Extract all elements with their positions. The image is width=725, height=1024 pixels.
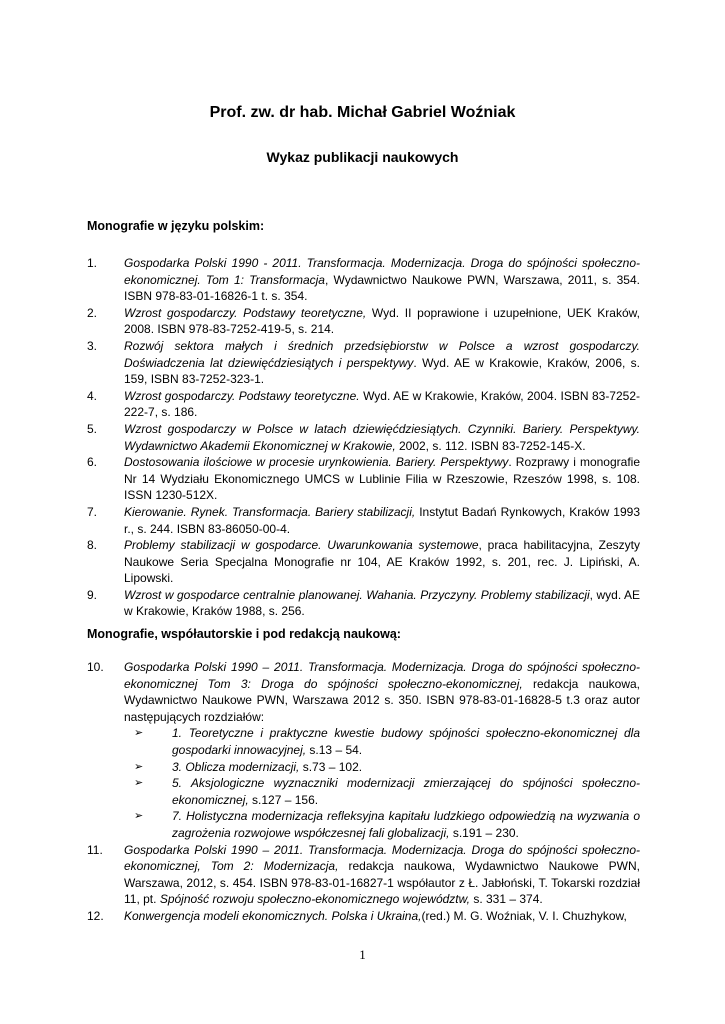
publication-entry-2: [87, 305, 640, 338]
publication-entry-12: [87, 908, 640, 925]
entry-number: 7.: [87, 504, 98, 519]
entry-details: . Rozprawy i monografie Nr 14 Wydziału Ekonomicznego UMCS w Lublinie Filia w Rzeszowie, Rzeszów 1998, s. 108. ISSN 1230-512X.: [124, 455, 641, 503]
publication-entry-11: [87, 842, 640, 908]
arrow-bullet-icon: ➢: [134, 810, 144, 823]
entry-title: Problemy stabilizacji w gospodarce. Uwarunkowania systemowe: [124, 538, 479, 553]
entry-number: 11.: [87, 842, 103, 857]
publication-entry-8: [87, 537, 640, 587]
publication-entry-10: [87, 659, 640, 842]
entry-title: Gospodarka Polski 1990 – 2011. Transformacja. Modernizacja. Droga do spójności społeczno-ekonomicznej, Tom 2: Modernizacja,: [124, 842, 640, 874]
entry-title: Konwergencja modeli ekonomicznych. Polska i Ukraina,: [124, 908, 422, 923]
chapter-title: Spójność rozwoju społeczno-ekonomicznego województw,: [159, 892, 470, 907]
entry-number: 4.: [87, 388, 98, 403]
chapter-pages: s.13 – 54.: [306, 742, 363, 757]
chapter-pages: s. 331 – 374.: [469, 892, 543, 907]
chapter-item: [124, 725, 640, 758]
entry-details: Wyd. AE w Krakowie, Kraków, 2004. ISBN 83-7252-222-7, s. 186.: [124, 388, 641, 420]
publication-entry-3: [87, 338, 640, 388]
entry-number: 6.: [87, 455, 98, 470]
page-number: 1: [359, 947, 366, 962]
entry-title: Gospodarka Polski 1990 – 2011. Transformacja. Modernizacja. Droga do spójności społeczno-ekonomicznej Tom 3: Droga do spójności społeczno-ekonomicznej,: [124, 660, 640, 691]
section-heading-coauthored: Monografie, współautorskie i pod redakcją naukową:: [87, 627, 401, 641]
arrow-bullet-icon: ➢: [134, 727, 144, 740]
entry-details: , wyd. AE w Krakowie, Kraków 1988, s. 256.: [124, 587, 640, 619]
publication-entry-6: [87, 454, 640, 504]
chapter-title: 1. Teoretyczne i praktyczne kwestie budowy spójności społeczno-ekonomicznej dla gospodarki innowacyjnej,: [172, 726, 640, 757]
entry-details: . Wyd. AE w Krakowie, Kraków, 2006, s. 159, ISBN 83-7252-323-1.: [124, 355, 640, 387]
entry-title: Rozwój sektora małych i średnich przedsiębiorstw w Polsce a wzrost gospodarczy. Doświadczenia lat dziewięćdziesiątych i perspektywy: [124, 338, 640, 370]
chapter-item: [124, 775, 640, 808]
entry-title: Wzrost gospodarczy. Podstawy teoretyczne.: [124, 388, 360, 403]
entry-title: Kierowanie. Rynek. Transformacja. Bariery stabilizacji,: [124, 504, 416, 519]
entry-details: Instytut Badań Rynkowych, Kraków 1993 r., s. 244. ISBN 83-86050-00-4.: [124, 504, 641, 536]
entry-title: Gospodarka Polski 1990 - 2011. Transformacja. Modernizacja. Droga do spójności społeczno-ekonomicznej. Tom 1: Transformacja: [124, 256, 640, 287]
publication-list-monographs: [87, 255, 640, 620]
publication-list-coauthored: [87, 659, 640, 925]
entry-number: 10.: [87, 660, 104, 674]
publication-entry-7: [87, 504, 640, 537]
entry-details: , Wydawnictwo Naukowe PWN, Warszawa, 2011, s. 354. ISBN 978-83-01-16826-1 t. s. 354.: [124, 272, 640, 304]
entry-details: 2002, s. 112. ISBN 83-7252-145-X.: [395, 438, 586, 453]
publication-entry-5: [87, 421, 640, 454]
entry-details: , praca habilitacyjna, Zeszyty Naukowe Seria Specjalna Monografie nr 104, AE Kraków 1992, s. 201, rec. J. Lipiński, A. Lipowski.: [124, 538, 640, 586]
document-subtitle: Wykaz publikacji naukowych: [266, 149, 459, 165]
chapter-pages: s.73 – 102.: [299, 759, 363, 774]
entry-details: (red.) M. G. Woźniak, V. I. Chuzhykow,: [421, 908, 627, 923]
entry-number: 9.: [87, 587, 98, 602]
chapter-pages: s.191 – 230.: [449, 825, 519, 840]
publication-entry-1: [87, 255, 640, 305]
chapter-title: 3. Oblicza modernizacji,: [172, 759, 300, 774]
chapter-pages: s.127 – 156.: [248, 792, 319, 807]
publication-entry-9: [87, 587, 640, 620]
arrow-bullet-icon: ➢: [134, 777, 144, 790]
entry-title: Wzrost w gospodarce centralnie planowanej. Wahania. Przyczyny. Problemy stabilizacji: [124, 587, 590, 602]
entry-number: 12.: [87, 908, 104, 923]
publication-entry-4: [87, 388, 640, 421]
entry-title: Wzrost gospodarczy w Polsce w latach dziewięćdziesiątych. Czynniki. Bariery. Perspektywy. Wydawnictwo Akademii Ekonomicznej w Krakowie,: [124, 421, 640, 453]
section-heading-monographs: Monografie w języku polskim:: [87, 219, 265, 233]
chapter-title: 5. Aksjologiczne wyznaczniki modernizacji zmierzającej do spójności społeczno-ekonomicznej,: [172, 776, 640, 807]
entry-number: 5.: [87, 421, 98, 436]
entry-details: redakcja naukowa, Wydawnictwo Naukowe PWN, Warszawa, 2012, s. 454. ISBN 978-83-01-16827-1 współautor z Ł. Jabłoński, T. Tokarski rozdział 11, pt.: [124, 859, 640, 907]
entry-details: Wyd. II poprawione i uzupełnione, UEK Kraków, 2008. ISBN 978-83-7252-419-5, s. 214.: [124, 305, 640, 337]
entry-details: redakcja naukowa, Wydawnictwo Naukowe PWN, Warszawa 2012 s. 350. ISBN 978-83-01-16828-5 t.3 oraz autor następujących rozdziałów:: [124, 676, 640, 724]
chapter-title: 7. Holistyczna modernizacja refleksyjna kapitału ludzkiego odpowiedzią na wyzwania o zagrożenia rozwojowe współczesnej fali globalizacji,: [172, 809, 640, 840]
document-title: Prof. zw. dr hab. Michał Gabriel Woźniak: [209, 104, 516, 121]
arrow-bullet-icon: ➢: [134, 760, 144, 773]
entry-number: 8.: [87, 538, 98, 553]
entry-title: Dostosowania ilościowe w procesie urynkowienia. Bariery. Perspektywy: [124, 455, 509, 470]
entry-title: Wzrost gospodarczy. Podstawy teoretyczne,: [124, 305, 367, 320]
chapter-list: [124, 725, 640, 841]
chapter-item: [124, 759, 640, 776]
entry-number: 3.: [87, 338, 98, 353]
entry-number: 1.: [87, 256, 98, 270]
entry-number: 2.: [87, 305, 98, 320]
chapter-item: [124, 808, 640, 841]
